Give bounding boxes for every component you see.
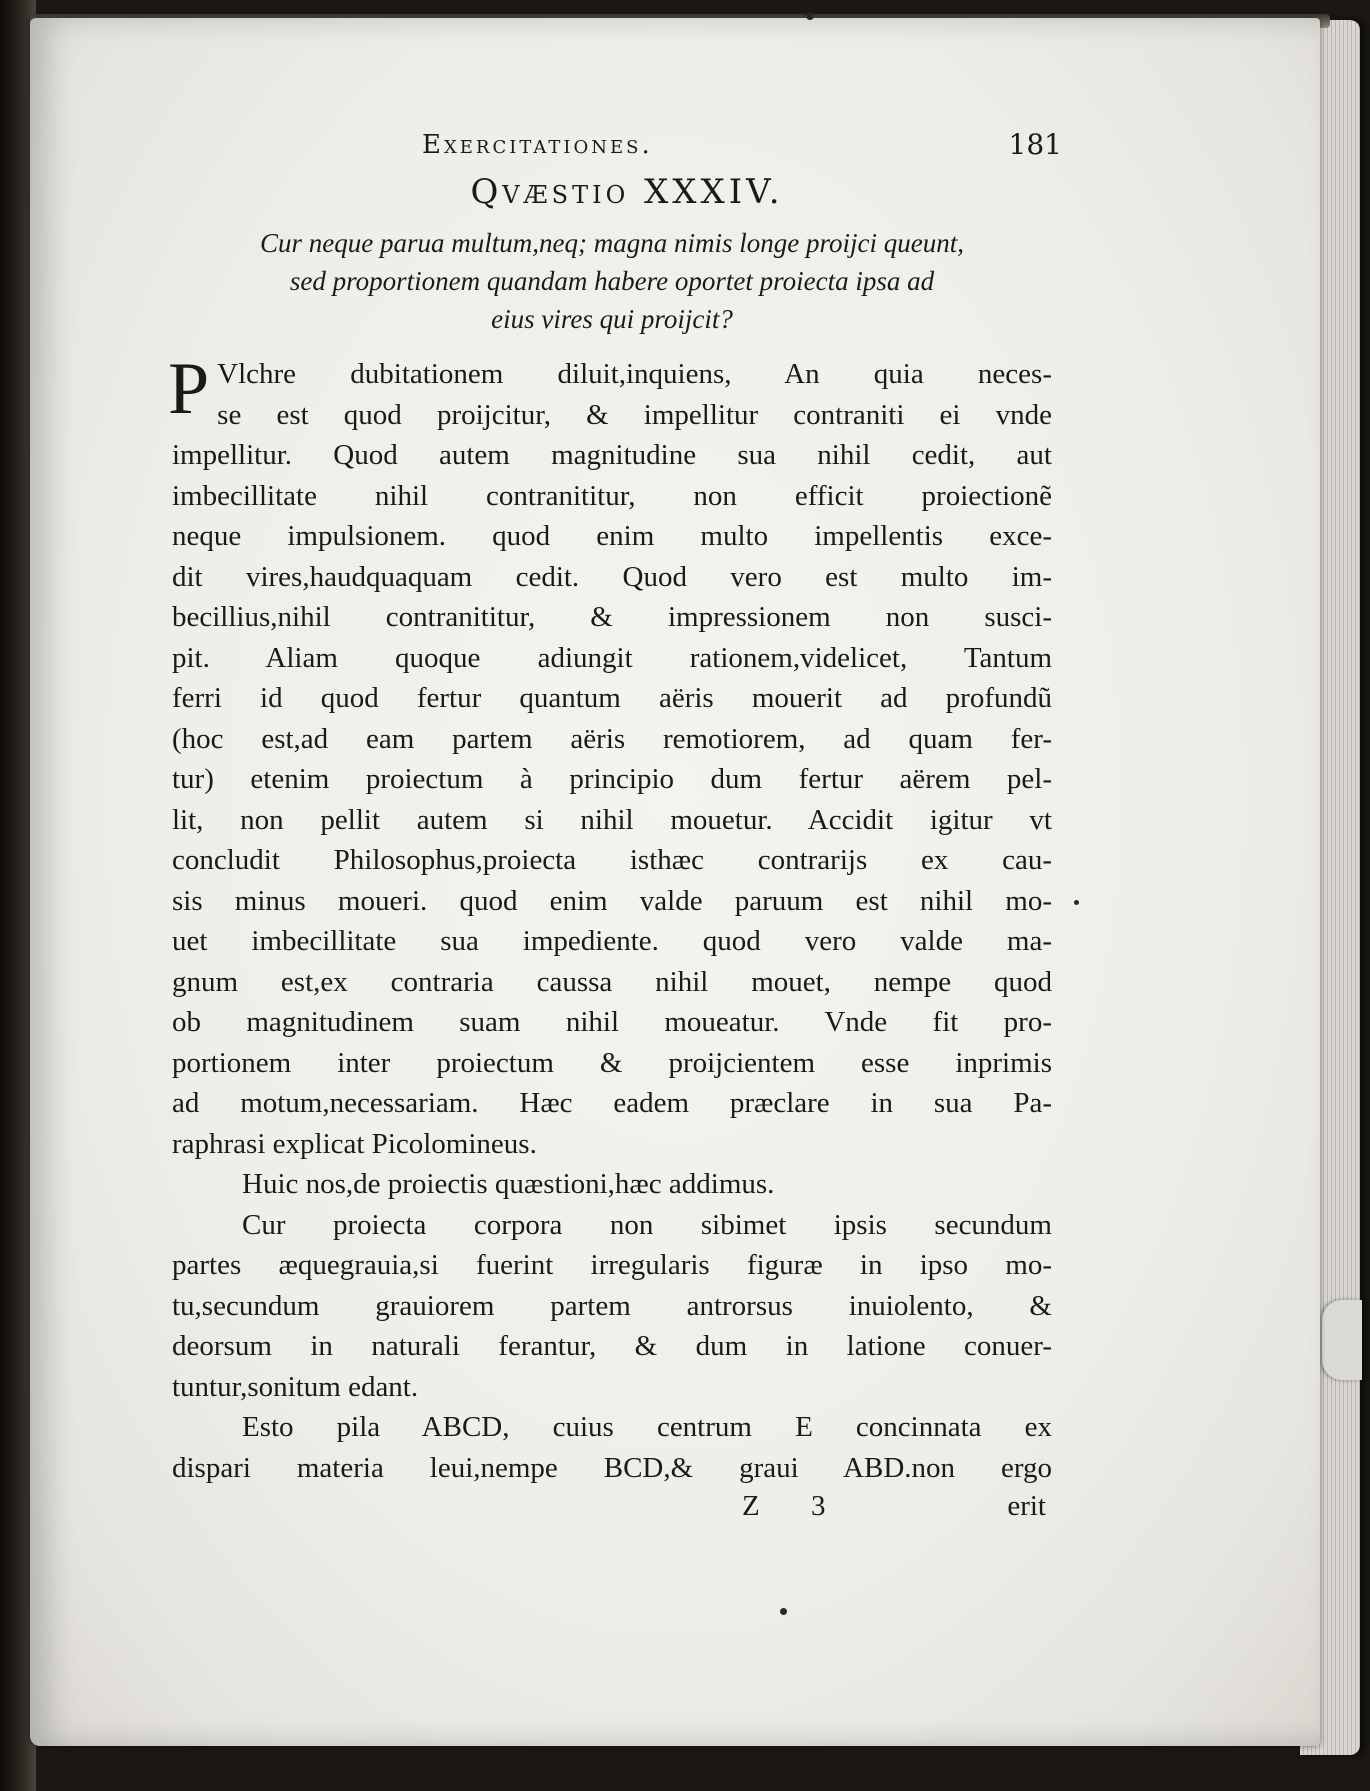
text-line: tuntur,sonitum edant. (172, 1370, 419, 1403)
paragraph-addition (172, 1164, 1052, 1205)
text-line: partes æquegrauia,si fuerint irregularis figuræ in ipso mo- (172, 1249, 1052, 1281)
running-head-title: Exercitationes. (422, 130, 653, 160)
text-line: tur) etenim proiectum à principio dum fertur aërem pel- (172, 763, 1052, 795)
text-line: raphrasi explicat Picolomineus. (172, 1127, 537, 1160)
text-line: ferri id quod fertur quantum aëris mouerit ad profundũ (172, 682, 1052, 714)
text-line: dit vires,haudquaquam cedit. Quod vero est multo im- (172, 560, 1052, 593)
text-line: becillius,nihil contranititur, & impressionem non susci- (172, 601, 1052, 633)
ink-speck (1074, 900, 1079, 905)
text-line: tu,secundum grauiorem partem antrorsus inuiolento, & (172, 1289, 1052, 1322)
paragraph-demonstration (172, 1407, 1052, 1488)
text-line: lit, non pellit autem si nihil mouetur. Accidit igitur vt (172, 803, 1052, 836)
catchword: erit (1007, 1490, 1046, 1522)
text-line: (hoc est,ad eam partem aëris remotiorem, ad quam fer- (172, 722, 1052, 755)
text-line: deorsum in naturali ferantur, & dum in latione conuer- (172, 1330, 1052, 1362)
paragraph-problem (172, 1205, 1052, 1408)
ink-speck (806, 12, 814, 20)
text-line: imbecillitate nihil contranititur, non efficit proiectionẽ (172, 479, 1052, 512)
question-line: Cur neque parua multum,neq; magna nimis longe proijci queunt, (260, 228, 964, 258)
text-line: Vlchre dubitationem diluit,inquiens, An quia neces- (217, 358, 1052, 390)
text-line: ob magnitudinem suam nihil moueatur. Vnde fit pro- (172, 1006, 1052, 1038)
text-line: pit. Aliam quoque adiungit rationem,videlicet, Tantum (172, 641, 1052, 674)
question-text (172, 224, 1052, 338)
text-line: uet imbecillitate sua impediente. quod vero valde ma- (172, 925, 1052, 957)
page-tab (1322, 1300, 1362, 1380)
text-line: gnum est,ex contraria caussa nihil mouet, nempe quod (172, 965, 1052, 998)
page-text (168, 120, 1062, 1534)
question-line: sed proportionem quandam habere oportet proiecta ipsa ad (289, 266, 935, 296)
question-heading: Qvæstio XXXIV. (470, 172, 784, 212)
text-line: dispari materia leui,nempe BCD,& graui ABD.non ergo (172, 1451, 1052, 1484)
text-line: Esto pila ABCD, cuius centrum E concinnata ex (242, 1411, 1052, 1443)
signature-mark: Z 3 (742, 1490, 848, 1522)
page-number: 181 (1008, 128, 1062, 161)
paragraph-main (168, 348, 1052, 1164)
text-line: sis minus moueri. quod enim valde paruum est nihil mo- (172, 884, 1052, 917)
text-line: Huic nos,de proiectis quæstioni,hæc addimus. (242, 1168, 775, 1200)
page-footer (172, 1490, 1052, 1534)
text-line: neque impulsionem. quod enim multo impellentis exce- (172, 520, 1052, 552)
text-line: ad motum,necessariam. Hæc eadem præclare in sua Pa- (172, 1087, 1052, 1119)
text-line: impellitur. Quod autem magnitudine sua nihil cedit, aut (172, 439, 1052, 471)
text-line: Cur proiecta corpora non sibimet ipsis secundum (242, 1208, 1052, 1241)
drop-cap: P (168, 348, 210, 430)
text-line: concludit Philosophus,proiecta isthæc contrarijs ex cau- (172, 844, 1052, 876)
question-line: eius vires qui proijcit? (491, 304, 733, 334)
text-line: se est quod proijcitur, & impellitur contraniti ei vnde (217, 398, 1052, 431)
running-head (172, 120, 1062, 168)
text-line: portionem inter proiectum & proijcientem esse inprimis (172, 1046, 1052, 1079)
ink-speck (780, 1608, 787, 1615)
